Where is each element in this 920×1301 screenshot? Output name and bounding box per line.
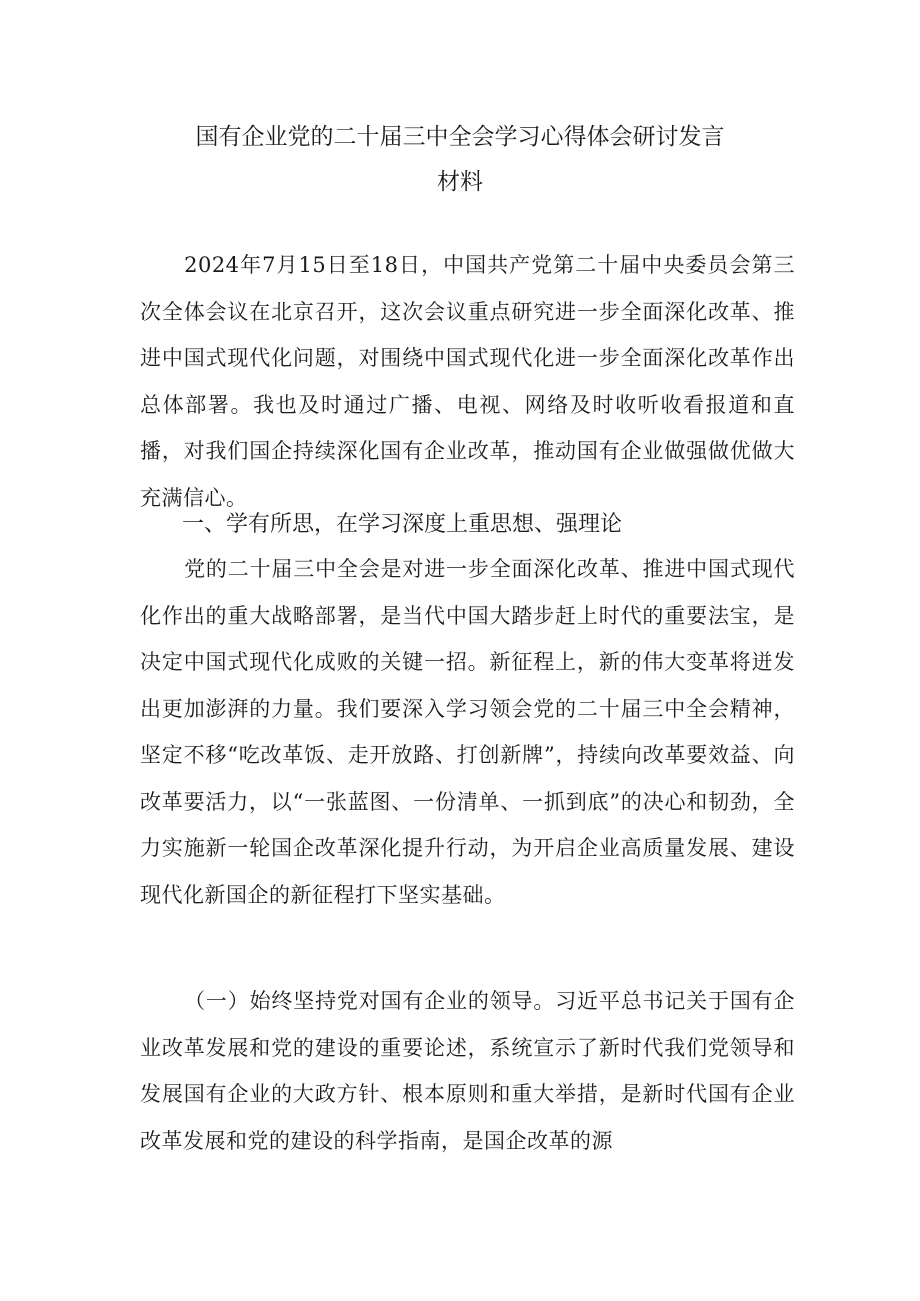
section-1-body <box>140 546 795 918</box>
section-heading-1: 一、学有所思，在学习深度上重思想、强理论 <box>182 512 623 537</box>
document-title-line-2: 材料 <box>437 169 483 195</box>
paragraph-intro: 2024年7月15日至18日，中国共产党第二十届中央委员会第三次全体会议在北京召开，这次会议重点研究进一步全面深化改革、推进中国式现代化问题，对围绕中国式现代化进一步全面深化改革作出总体部署。我也及时通过广播、电视、网络及时收听收看报道和直播，对我们国企持续深化国有企业改革，推动国有企业做强做优做大充满信心。 <box>140 253 795 510</box>
document-title-line-1: 国有企业党的二十届三中全会学习心得体会研讨发言 <box>195 124 725 150</box>
subsection-1-body <box>140 978 795 1164</box>
intro-section <box>140 242 795 521</box>
paragraph-section-1: 党的二十届三中全会是对进一步全面深化改革、推进中国式现代化作出的重大战略部署，是当代中国大踏步赶上时代的重要法宝，是决定中国式现代化成败的关键一招。新征程上，新的伟大变革将迸发出更加澎湃的力量。我们要深入学习领会党的二十届三中全会精神，坚定不移“吃改革饭、走开放路、打创新牌”，持续向改革要效益、向改革要活力，以“一张蓝图、一份清单、一抓到底”的决心和韧劲，全力实施新一轮国企改革深化提升行动，为开启企业高质量发展、建设现代化新国企的新征程打下坚实基础。 <box>140 557 795 907</box>
paragraph-subsection-1: （一）始终坚持党对国有企业的领导。习近平总书记关于国有企业改革发展和党的建设的重要论述，系统宣示了新时代我们党领导和发展国有企业的大政方针、根本原则和重大举措，是新时代国有企业改革发展和党的建设的科学指南，是国企改革的源 <box>140 989 795 1153</box>
